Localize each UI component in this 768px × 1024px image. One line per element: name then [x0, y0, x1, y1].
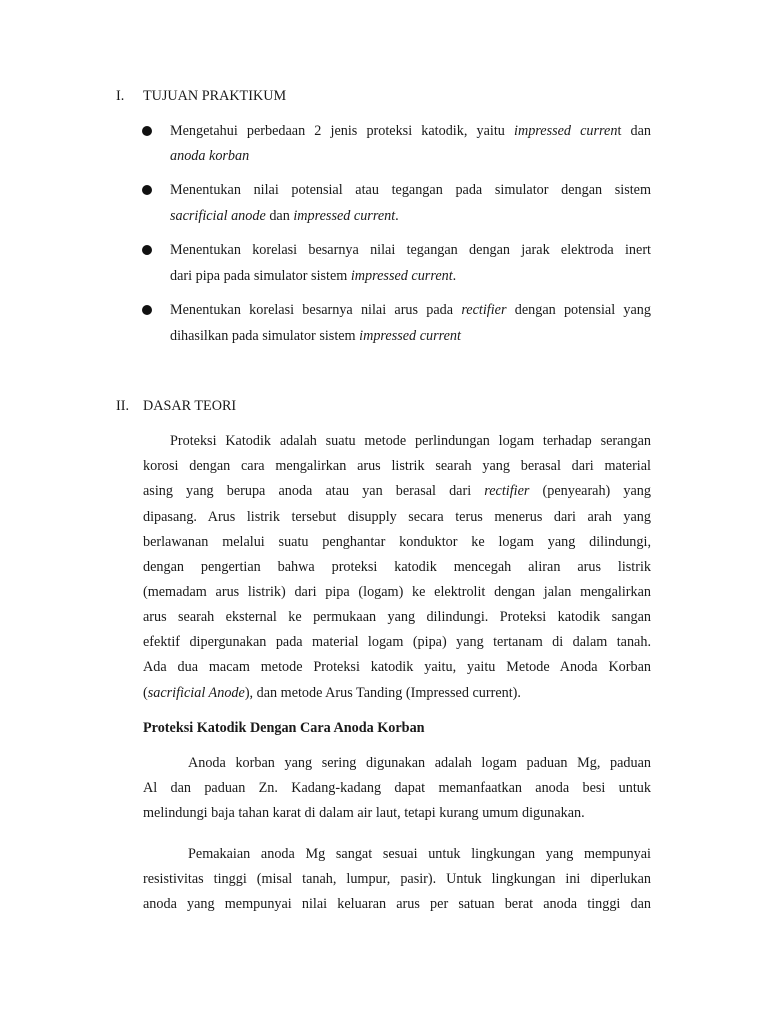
paragraph-line: resistivitas tinggi (misal tanah, lumpur, pasir). Untuk lingkungan ini diperlukan	[143, 871, 651, 887]
section-2-heading	[116, 398, 236, 415]
paragraph-line: arus searah eksternal ke permukaan yang dilindungi. Proteksi katodik sangan	[143, 609, 651, 625]
paragraph-line: korosi dengan cara mengalirkan arus listrik searah yang berasal dari material	[143, 458, 651, 474]
bullet-3-line-2: dari pipa pada simulator sistem impressed current.	[170, 268, 457, 284]
paragraph-line: Proteksi Katodik adalah suatu metode perlindungan logam terhadap serangan	[170, 433, 651, 449]
paragraph-line: Pemakaian anoda Mg sangat sesuai untuk lingkungan yang mempunyai	[188, 846, 651, 862]
paragraph-line: dengan pengertian bahwa proteksi katodik mencegah aliran arus listrik	[143, 559, 651, 575]
section-1-number: I.	[116, 88, 125, 104]
bullet-dot	[142, 185, 152, 195]
paragraph-line: (memadam arus listrik) dari pipa (logam) ke elektrolit dengan jalan mengalirkan	[143, 584, 651, 600]
paragraph-line: berlawanan melalui suatu penghantar konduktor ke logam yang dilindungi,	[143, 534, 651, 550]
section-1-heading	[116, 88, 286, 105]
bullet-3-line-1: Menentukan korelasi besarnya nilai tegangan dengan jarak elektroda inert	[170, 242, 651, 258]
paragraph-line: dipasang. Arus listrik tersebut disupply secara terus menerus dari arah yang	[143, 509, 651, 525]
bullet-dot	[142, 245, 152, 255]
bullet-dot	[142, 305, 152, 315]
paragraph-line: melindungi baja tahan karat di dalam air laut, tetapi kurang umum digunakan.	[143, 805, 585, 821]
bullet-4-line-1: Menentukan korelasi besarnya nilai arus pada rectifier dengan potensial yang	[170, 302, 651, 318]
bullet-2-line-2: sacrificial anode dan impressed current.	[170, 208, 399, 224]
section-2-title: DASAR TEORI	[143, 398, 237, 414]
paragraph-line: Ada dua macam metode Proteksi katodik yaitu, yaitu Metode Anoda Korban	[143, 659, 651, 675]
subheading: Proteksi Katodik Dengan Cara Anoda Korban	[143, 720, 425, 736]
bullet-1-line-2: anoda korban	[170, 148, 250, 164]
paragraph-line: asing yang berupa anoda atau yan berasal dari rectifier (penyearah) yang	[143, 483, 651, 499]
paragraph-line: Al dan paduan Zn. Kadang-kadang dapat memanfaatkan anoda besi untuk	[143, 780, 651, 796]
section-2-number: II.	[116, 398, 129, 414]
bullet-1-line-1: Mengetahui perbedaan 2 jenis proteksi katodik, yaitu impressed current dan	[170, 123, 651, 139]
paragraph-line: anoda yang mempunyai nilai keluaran arus per satuan berat anoda tinggi dan	[143, 896, 651, 912]
paragraph-line: Anoda korban yang sering digunakan adalah logam paduan Mg, paduan	[188, 755, 651, 771]
bullet-4-line-2: dihasilkan pada simulator sistem impressed current	[170, 328, 461, 344]
paragraph-line: efektif dipergunakan pada material logam (pipa) yang tertanam di dalam tanah.	[143, 634, 651, 650]
section-1-title: TUJUAN PRAKTIKUM	[143, 88, 287, 104]
bullet-dot	[142, 126, 152, 136]
bullet-2-line-1: Menentukan nilai potensial atau tegangan pada simulator dengan sistem	[170, 182, 651, 198]
paragraph-line: (sacrificial Anode), dan metode Arus Tanding (Impressed current).	[143, 685, 521, 701]
